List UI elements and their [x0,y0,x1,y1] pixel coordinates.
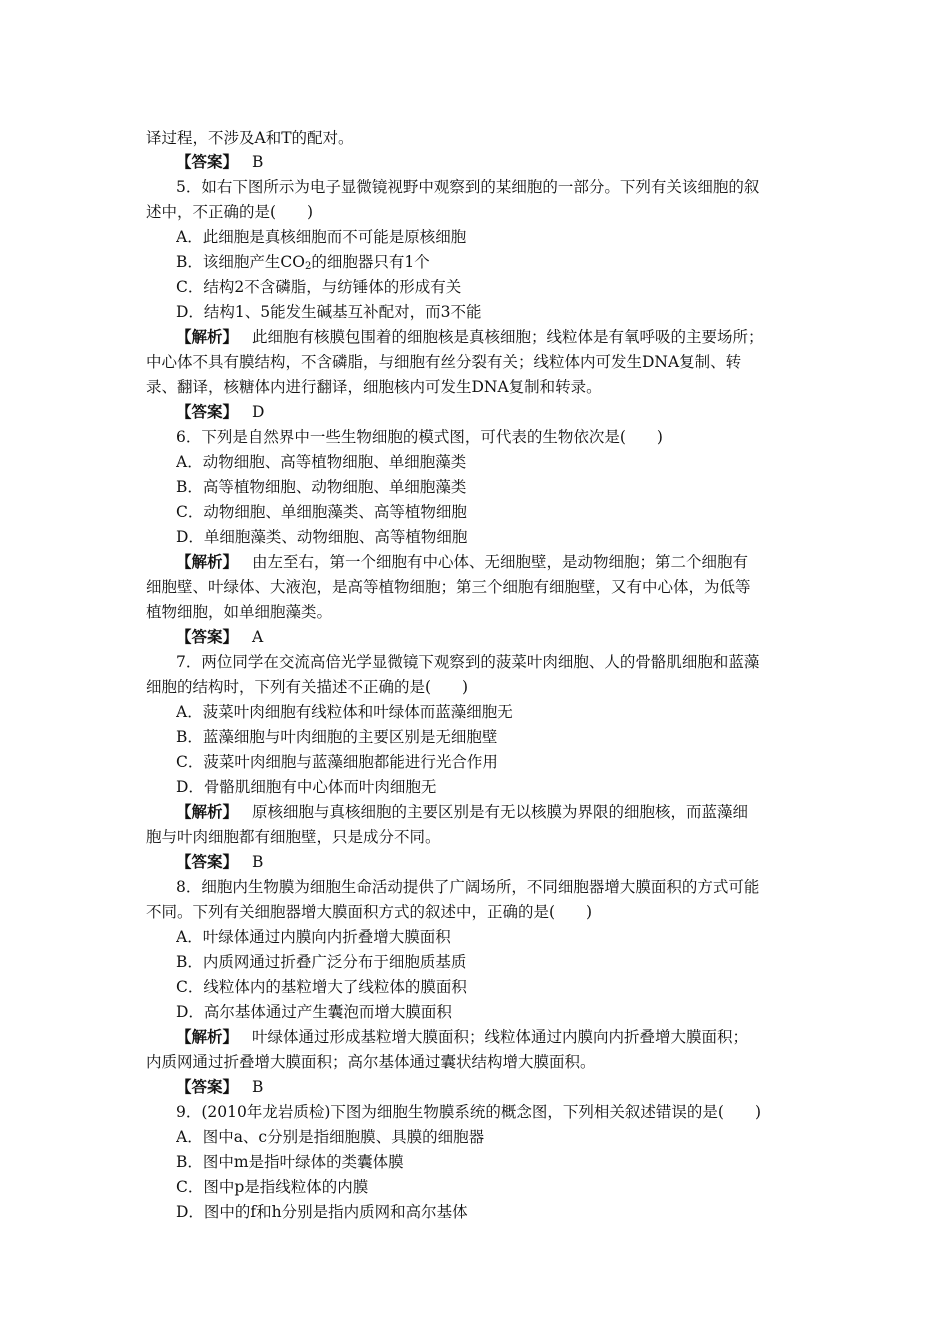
answer-label: 【答案】 [176,852,239,871]
text-line: 译过程，不涉及A和T的配对。 [146,129,354,147]
answer-label: 【答案】 [176,1077,239,1096]
question-line: 不同。下列有关细胞器增大膜面积方式的叙述中，正确的是( ) [146,903,593,921]
analysis-line: 植物细胞，如单细胞藻类。 [146,603,333,621]
analysis-line: 细胞壁、叶绿体、大液泡，是高等植物细胞；第三个细胞有细胞壁，又有中心体，为低等 [146,578,751,596]
option-line: B．该细胞产生$CO_2$的细胞器只有1个 [176,253,430,272]
option-line: B．高等植物细胞、动物细胞、单细胞藻类 [176,478,467,496]
option-line: D．图中的f和h分别是指内质网和高尔基体 [176,1203,468,1221]
option-line: A．叶绿体通过内膜向内折叠增大膜面积 [176,928,451,946]
option-line: D．高尔基体通过产生囊泡而增大膜面积 [176,1003,452,1021]
analysis-line: 内质网通过折叠增大膜面积；高尔基体通过囊状结构增大膜面积。 [146,1053,596,1071]
answer-line: 【答案】 B [176,152,264,171]
answer-label: 【答案】 [176,627,239,646]
option-line: A．动物细胞、高等植物细胞、单细胞藻类 [176,453,467,471]
option-line: B．蓝藻细胞与叶肉细胞的主要区别是无细胞壁 [176,728,498,746]
analysis-label: 【解析】 [176,802,239,821]
question-line: 5．如右下图所示为电子显微镜视野中观察到的某细胞的一部分。下列有关该细胞的叙 [176,178,760,196]
answer-line: 【答案】 D [176,402,265,421]
option-line: A．此细胞是真核细胞而不可能是原核细胞 [176,228,467,246]
option-line: C．动物细胞、单细胞藻类、高等植物细胞 [176,503,467,521]
question-line: 6．下列是自然界中一些生物细胞的模式图，可代表的生物依次是( ) [176,428,663,446]
option-line: A．图中a、c分别是指细胞膜、具膜的细胞器 [176,1128,485,1146]
option-line: C．结构2不含磷脂，与纺锤体的形成有关 [176,278,462,296]
option-line: C．线粒体内的基粒增大了线粒体的膜面积 [176,978,467,996]
analysis-line: 【解析】 原核细胞与真核细胞的主要区别是有无以核膜为界限的细胞核，而蓝藻细 [176,802,749,821]
question-line: 8．细胞内生物膜为细胞生命活动提供了广阔场所，不同细胞器增大膜面积的方式可能 [176,878,760,896]
analysis-label: 【解析】 [176,327,239,346]
option-line: B．图中m是指叶绿体的类囊体膜 [176,1153,404,1171]
analysis-label: 【解析】 [176,1027,239,1046]
option-line: A．菠菜叶肉细胞有线粒体和叶绿体而蓝藻细胞无 [176,703,513,721]
answer-line: 【答案】 B [176,1077,264,1096]
answer-label: 【答案】 [176,152,239,171]
answer-label: 【答案】 [176,402,239,421]
option-line: C．图中p是指线粒体的内膜 [176,1178,369,1196]
option-line: D．骨骼肌细胞有中心体而叶肉细胞无 [176,778,437,796]
answer-line: 【答案】 A [176,627,264,646]
analysis-label: 【解析】 [176,552,239,571]
answer-line: 【答案】 B [176,852,264,871]
analysis-line: 【解析】 由左至右，第一个细胞有中心体、无细胞壁，是动物细胞；第二个细胞有 [176,552,749,571]
analysis-line: 【解析】 叶绿体通过形成基粒增大膜面积；线粒体通过内膜向内折叠增大膜面积； [176,1027,749,1046]
analysis-line: 胞与叶肉细胞都有细胞壁，只是成分不同。 [146,828,441,846]
analysis-line: 中心体不具有膜结构，不含磷脂，与细胞有丝分裂有关；线粒体内可发生DNA复制、转 [146,353,742,371]
question-line: 7．两位同学在交流高倍光学显微镜下观察到的菠菜叶肉细胞、人的骨骼肌细胞和蓝藻 [176,653,760,671]
analysis-line: 【解析】 此细胞有核膜包围着的细胞核是真核细胞；线粒体是有氧呼吸的主要场所； [176,327,764,346]
question-line: 述中，不正确的是( ) [146,203,314,221]
analysis-line: 录、翻译，核糖体内进行翻译，细胞核内可发生DNA复制和转录。 [146,378,602,396]
option-line: D．结构1、5能发生碱基互补配对，而3不能 [176,303,482,321]
option-line: B．内质网通过折叠广泛分布于细胞质基质 [176,953,467,971]
question-line: 细胞的结构时，下列有关描述不正确的是( ) [146,678,469,696]
question-line: 9．(2010年龙岩质检)下图为细胞生物膜系统的概念图，下列相关叙述错误的是( ) [176,1103,761,1121]
option-line: C．菠菜叶肉细胞与蓝藻细胞都能进行光合作用 [176,753,498,771]
option-line: D．单细胞藻类、动物细胞、高等植物细胞 [176,528,468,546]
